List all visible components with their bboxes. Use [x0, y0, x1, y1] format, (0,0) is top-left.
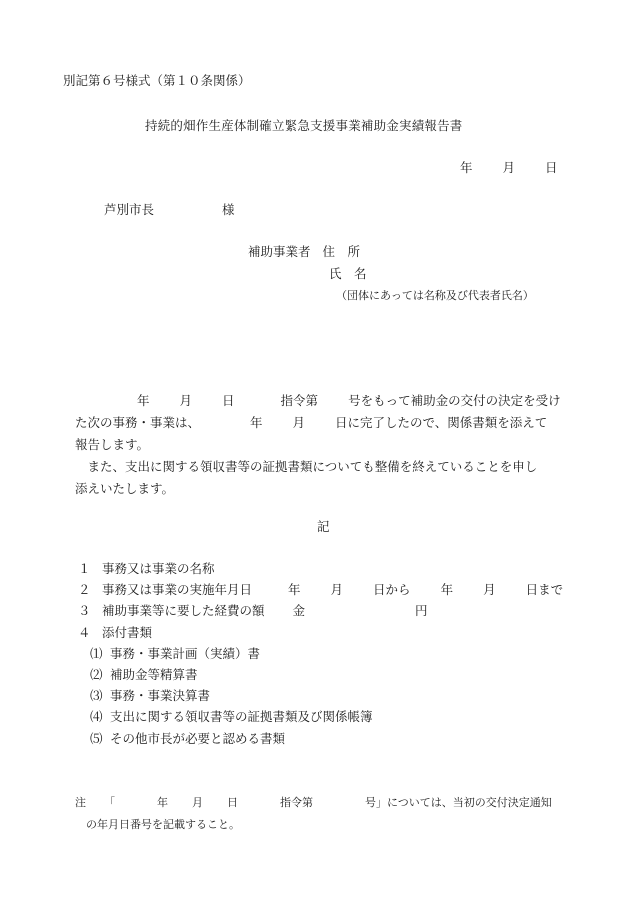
- attachment-item: [90, 728, 563, 749]
- attachment-list: [78, 643, 563, 749]
- attachment-number: ⑶: [90, 688, 103, 704]
- body-line-1-rest: 号をもって補助金の交付の決定を受け: [348, 393, 561, 408]
- item-number: １: [78, 561, 91, 576]
- item-text: 事務又は事業の名称: [102, 561, 215, 576]
- footnote-day: 日: [227, 796, 238, 809]
- attachment-text: その他市長が必要と認める書類: [110, 730, 286, 746]
- item-2-year-from: 年: [288, 582, 301, 598]
- body-line-1: [75, 390, 585, 412]
- body-day: 日: [222, 393, 235, 408]
- item-number: ４: [78, 624, 91, 640]
- attachment-number: ⑸: [90, 730, 103, 746]
- attachment-item: [90, 664, 563, 685]
- attachment-item: [90, 643, 563, 664]
- body-order: 指令第: [280, 393, 319, 408]
- body-line-2-rest: 日に完了したので、関係書類を添えて: [335, 415, 548, 430]
- document-title: 持続的畑作生産体制確立緊急支援事業補助金実績報告書: [145, 118, 463, 133]
- item-2-month-to: 月: [483, 582, 496, 598]
- item-3-kin: 金: [292, 603, 306, 619]
- item-text: 添付書類: [102, 624, 153, 640]
- item-list: [78, 558, 563, 749]
- applicant-label: 補助事業者: [248, 244, 311, 259]
- footnote-open-quote: 「: [104, 796, 115, 809]
- ki-heading: 記: [317, 519, 330, 534]
- item-2-day-from: 日から: [373, 582, 411, 598]
- body-line-2-year: 年: [250, 415, 263, 430]
- body-line-2-start: た次の事務・事業は、: [75, 415, 201, 430]
- footnote-month: 月: [192, 796, 203, 809]
- address-label: 住 所: [322, 244, 361, 259]
- addressee-honorific: 様: [222, 202, 235, 217]
- date-line: [460, 159, 558, 177]
- item-number: ２: [78, 582, 91, 598]
- list-item: [78, 600, 563, 621]
- body-line-4: また、支出に関する領収書等の証拠書類についても整備を終えていることを申し: [75, 459, 538, 474]
- body-month: 月: [179, 393, 193, 408]
- name-label: 氏 名: [329, 266, 367, 281]
- attachment-number: ⑴: [90, 645, 103, 661]
- footnote-line-1: [75, 794, 552, 812]
- date-month: 月: [502, 160, 516, 175]
- item-2-year-to: 年: [440, 582, 454, 598]
- footnote-year: 年: [157, 796, 168, 809]
- item-2-day-to: 日まで: [525, 582, 564, 598]
- form-label: 別記第６号様式（第１０条関係）: [63, 73, 251, 88]
- item-2-month-from: 月: [330, 582, 344, 598]
- footnote-order: 指令第: [280, 796, 313, 809]
- date-year: 年: [460, 160, 473, 175]
- attachment-item: [90, 685, 563, 706]
- attachment-text: 補助金等精算書: [110, 667, 198, 683]
- body-line-5: 添えいたします。: [75, 481, 175, 496]
- body-line-3: 報告します。: [75, 437, 150, 452]
- applicant-block: [248, 243, 360, 261]
- item-3-yen: 円: [415, 603, 428, 619]
- item-text: 補助事業等に要した経費の額: [102, 603, 265, 619]
- footnote-label: 注: [75, 796, 86, 809]
- item-number: ３: [78, 603, 91, 619]
- item-text: 事務又は事業の実施年月日: [102, 582, 253, 598]
- applicant-note: （団体にあっては名称及び代表者氏名）: [336, 289, 534, 302]
- addressee: [104, 201, 235, 219]
- body-year: 年: [137, 393, 150, 408]
- attachment-text: 事務・事業計画（実績）書: [110, 645, 261, 661]
- attachment-text: 支出に関する領収書等の証拠書類及び関係帳簿: [110, 709, 373, 725]
- body-line-2-month: 月: [292, 415, 306, 430]
- attachment-number: ⑷: [90, 709, 103, 725]
- body-line-2: [75, 412, 585, 434]
- footnote-rest: 号」については、当初の交付決定通知: [365, 796, 552, 809]
- addressee-name: 芦別市長: [104, 202, 155, 217]
- footnote-line-2: の年月日番号を記載すること。: [86, 818, 240, 831]
- date-day: 日: [545, 160, 558, 175]
- list-item: [78, 579, 563, 600]
- body-paragraph: [75, 390, 585, 500]
- attachment-text: 事務・事業決算書: [110, 688, 211, 704]
- attachment-item: [90, 706, 563, 727]
- list-item: [78, 558, 563, 579]
- attachment-number: ⑵: [90, 667, 103, 683]
- list-item: [78, 622, 563, 643]
